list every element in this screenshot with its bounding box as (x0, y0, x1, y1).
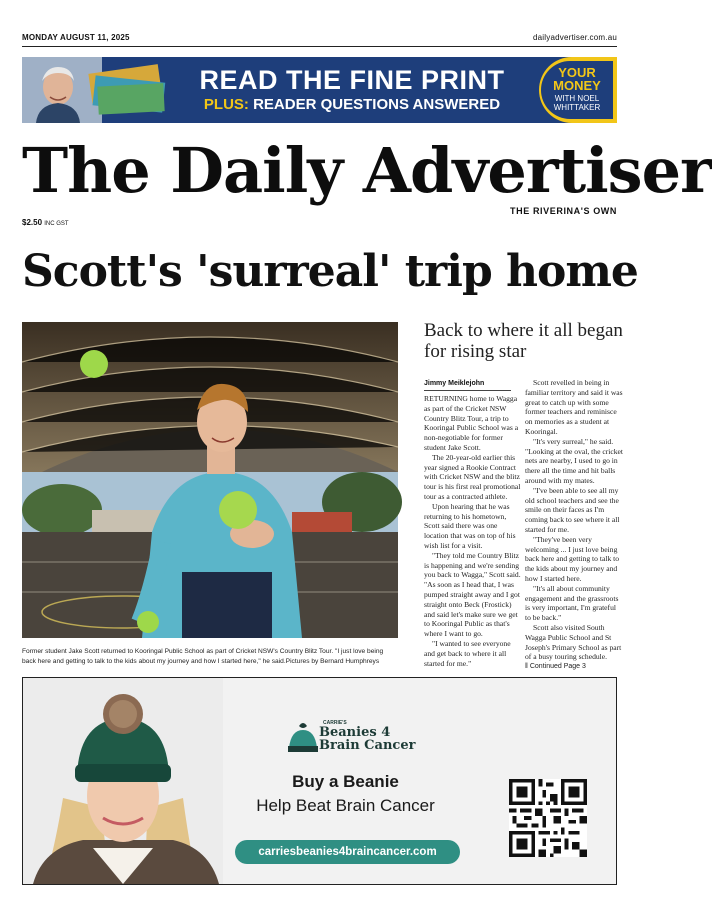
badge-title-2: MONEY (553, 78, 601, 93)
story-paragraph: "They told me Country Blitz is happening and we're sending you back to Wagga," Scott said. "As soon as I head that, I was pumped straight away and I got straight onto Beck (Frostick) and said let's make sure we get to Kooringal Public as that's where I want to go. (424, 550, 521, 639)
qr-code-icon[interactable] (509, 779, 587, 857)
story-column-1 (424, 394, 522, 668)
story-paragraph: The 20-year-old earlier this year signed a Rookie Contract with Cricket NSW and the blitz tour is his first real promotional tour as a contracted athlete. (424, 452, 521, 501)
badge-sub-2: WHITTAKER (553, 103, 601, 112)
continued-text: Continued Page 3 (529, 663, 586, 671)
model-in-beanie-image (23, 678, 223, 884)
story-paragraph: "They've been very welcoming ... I just love being back here and getting to talk to the kids about my journey and how I started here. (525, 534, 620, 583)
promo-subline (172, 96, 532, 114)
promo-banner[interactable] (22, 57, 617, 123)
issue-date: MONDAY AUGUST 11, 2025 (22, 32, 130, 42)
continued-link[interactable] (525, 662, 623, 672)
cover-price (22, 218, 69, 227)
badge-sub-1: WITH NOEL (554, 94, 600, 103)
story-photo (22, 322, 398, 638)
banknotes-image (84, 63, 170, 117)
ad-subline: Help Beat Brain Cancer (256, 796, 435, 815)
story-paragraph: Upon hearing that he was returning to his hometown, Scott said there was one location that was on top of his wish list for a visit. (424, 501, 516, 550)
promo-plus-label: PLUS: (203, 96, 249, 113)
story-paragraph: Scott also visited South Wagga Public School and St Joseph's Primary School as part of a busy touring schedule. (525, 622, 622, 662)
brand-top-label: CARRIE'S (323, 720, 347, 726)
price-value: $2.50 (22, 218, 43, 227)
story-paragraph: "It's all about community engagement and the grassroots is very important, I'm grateful to be back." (525, 583, 619, 623)
ad-headline: Buy a Beanie (292, 772, 399, 791)
badge-title-1: YOUR (558, 65, 596, 80)
brand-name (319, 726, 415, 752)
top-rule (22, 46, 617, 47)
price-note: INC GST (44, 221, 69, 227)
story-paragraph: "I've been able to see all my old school teachers and see the smile on their faces as I'm coming back to see where it all started for me. (525, 485, 620, 534)
masthead-tagline: THE RIVERINA'S OWN (510, 206, 617, 216)
photo-caption: Former student Jake Scott returned to Kooringal Public School as part of Cricket NSW's Country Blitz Tour. "I just love being back here and getting to talk to the kids about my journey and how I started here," he said.Pictures by Bernard Humphreys (22, 648, 384, 665)
top-line (22, 30, 617, 44)
story-paragraph: Scott revelled in being in familiar territory and said it was great to catch up with some former teachers and reminisce on memories as a student at Kooringal. (525, 378, 623, 436)
story-paragraph: "I wanted to see everyone and get back to where it all started for me." (424, 638, 511, 668)
continued-marker-icon: ‖ (525, 663, 528, 671)
story-subheadline: Back to where it all began for rising star (424, 320, 623, 362)
story-column-2 (525, 378, 623, 672)
masthead-title[interactable]: The Daily Advertiser (22, 134, 712, 207)
story-paragraph: RETURNING home to Wagga as part of the Cricket NSW Country Blitz Tour, a trip to Kooringal Public School was a non-negotiable for former student Jake Scott. (424, 394, 519, 452)
promo-headline: READ THE FINE PRINT (199, 65, 505, 95)
story-paragraph: "It's very surreal," he said. "Looking at the oval, the cricket nets are nearby, I used to go in there all the time and hit balls around with my mates. (525, 436, 623, 485)
beanie-advertisement[interactable] (22, 677, 617, 885)
main-headline[interactable]: Scott's 'surreal' trip home (22, 246, 638, 297)
your-money-badge (539, 57, 617, 123)
brand-name-line-2: Brain Cancer (319, 738, 416, 753)
ad-url-button[interactable]: carriesbeanies4braincancer.com (235, 840, 460, 864)
promo-plus-text: READER QUESTIONS ANSWERED (253, 96, 501, 113)
story-byline: Jimmy Meiklejohn (424, 380, 511, 391)
brand-name-line-1: Beanies 4 (319, 725, 391, 740)
site-url[interactable]: dailyadvertiser.com.au (533, 32, 617, 42)
